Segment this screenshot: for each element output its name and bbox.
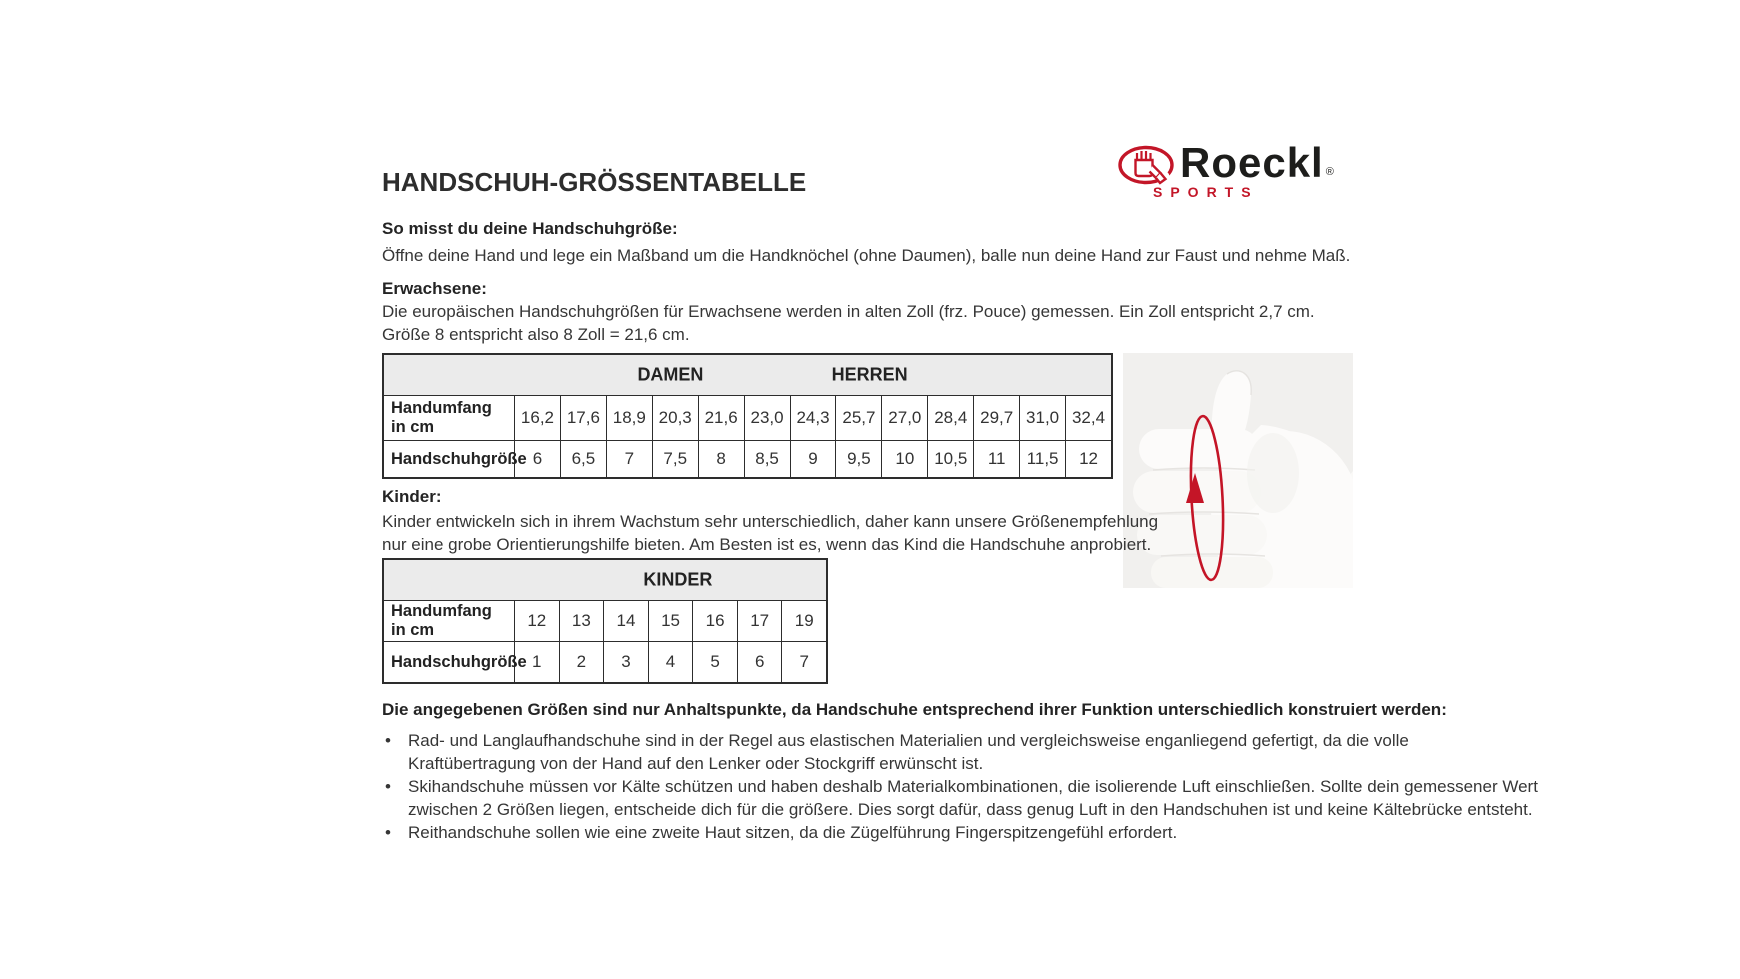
label-line: Handumfang xyxy=(391,399,492,417)
adult-table-group-header xyxy=(384,355,1111,396)
children-size-table xyxy=(382,558,828,684)
text-line: Größe 8 entspricht also 8 Zoll = 21,6 cm. xyxy=(382,325,690,344)
size-value: 6 xyxy=(738,642,783,682)
section-heading-children: Kinder: xyxy=(382,487,442,506)
section-heading-measure: So misst du deine Handschuhgröße: xyxy=(382,219,678,238)
text-line: • Reithandschuhe sollen wie eine zweite Haut sitzen, da die Zügelführung Fingerspitzengefühl erfordert. xyxy=(408,823,1178,842)
circumference-value: 16,2 xyxy=(515,396,561,440)
children-circumference-row xyxy=(384,601,826,642)
size-value: 7,5 xyxy=(653,441,699,477)
group-header-herren: HERREN xyxy=(831,364,908,385)
circumference-value: 19 xyxy=(794,611,814,630)
children-size-row xyxy=(384,642,826,682)
adult-circumference-cells xyxy=(515,396,1111,440)
group-header-kinder: KINDER xyxy=(643,569,713,590)
size-value: 7 xyxy=(799,652,809,671)
size-value: 11 xyxy=(974,441,1020,477)
section-text-adults xyxy=(382,300,1315,346)
size-value: 10 xyxy=(882,441,928,477)
note-bullet xyxy=(382,775,1538,821)
registered-mark: ® xyxy=(1325,166,1335,178)
text-line: Kinder entwickeln sich in ihrem Wachstum sehr unterschiedlich, daher kann unsere Größenempfehlung xyxy=(382,512,1159,531)
row-label-circumference xyxy=(384,396,515,440)
circumference-value: 12 xyxy=(515,601,560,641)
note-bullet xyxy=(382,821,1538,844)
section-text-measure xyxy=(382,244,1350,267)
label-line: Handumfang xyxy=(391,602,492,620)
circumference-value: 31,0 xyxy=(1020,396,1066,440)
text-line: • Skihandschuhe müssen vor Kälte schützen und haben deshalb Materialkombinationen, die isolierende Luft einschließen. Sollte dein gemessener Wert xyxy=(408,777,1538,796)
row-label-circumference xyxy=(384,601,515,641)
text-line: Kraftübertragung von der Hand auf den Lenker oder Stockgriff erwünscht ist. xyxy=(408,754,984,773)
size-value: 11,5 xyxy=(1020,441,1066,477)
notes-bullet-list xyxy=(382,729,1538,844)
note-bullet xyxy=(382,729,1538,775)
circumference-value: 28,4 xyxy=(928,396,974,440)
circumference-value: 13 xyxy=(560,601,605,641)
size-value: 1 xyxy=(515,642,560,682)
adult-size-row xyxy=(384,441,1111,477)
circumference-value: 20,3 xyxy=(653,396,699,440)
children-circumference-cells xyxy=(515,601,826,641)
adult-size-table xyxy=(382,353,1113,479)
circumference-value: 17 xyxy=(738,601,783,641)
adult-circumference-row xyxy=(384,396,1111,441)
size-value: 8 xyxy=(699,441,745,477)
adult-size-cells xyxy=(515,441,1111,477)
size-value: 3 xyxy=(604,642,649,682)
logo-brand: Roeckl xyxy=(1180,139,1324,186)
circumference-value: 32,4 xyxy=(1071,408,1106,427)
label-line: in cm xyxy=(391,621,435,639)
group-header-damen: DAMEN xyxy=(637,364,704,385)
circumference-value: 18,9 xyxy=(607,396,653,440)
circumference-value: 14 xyxy=(604,601,649,641)
size-value: 10,5 xyxy=(928,441,974,477)
circumference-value: 27,0 xyxy=(882,396,928,440)
row-label-size: Handschuhgröße xyxy=(384,441,515,477)
circumference-value: 23,0 xyxy=(745,396,791,440)
size-value: 6,5 xyxy=(561,441,607,477)
section-text-children xyxy=(382,510,1158,556)
size-value: 9 xyxy=(791,441,837,477)
circumference-value: 24,3 xyxy=(791,396,837,440)
logo-brand-text xyxy=(1180,139,1335,186)
size-value: 12 xyxy=(1079,449,1098,468)
circumference-value: 25,7 xyxy=(836,396,882,440)
page-title: HANDSCHUH-GRÖSSENTABELLE xyxy=(382,167,807,197)
text-line: Die europäischen Handschuhgrößen für Erwachsene werden in alten Zoll (frz. Pouce) gemessen. Ein Zoll entspricht 2,7 cm. xyxy=(382,302,1315,321)
size-value: 6 xyxy=(515,441,561,477)
text-line: Öffne deine Hand und lege ein Maßband um die Handknöchel (ohne Daumen), balle nun deine Hand zur Faust und nehme Maß. xyxy=(382,246,1351,265)
logo-subbrand-text: SPORTS xyxy=(1153,184,1259,200)
section-heading-adults: Erwachsene: xyxy=(382,279,487,298)
size-value: 9,5 xyxy=(836,441,882,477)
text-line: nur eine grobe Orientierungshilfe bieten. Am Besten ist es, wenn das Kind die Handschuhe anprobiert. xyxy=(382,535,1152,554)
size-value: 7 xyxy=(607,441,653,477)
row-label-size: Handschuhgröße xyxy=(384,642,515,682)
circumference-value: 29,7 xyxy=(974,396,1020,440)
circumference-value: 16 xyxy=(693,601,738,641)
text-line: • Rad- und Langlaufhandschuhe sind in der Regel aus elastischen Materialien und vergleichsweise enganliegend gefertigt, da die volle xyxy=(408,731,1409,750)
size-value: 8,5 xyxy=(745,441,791,477)
label-line: in cm xyxy=(391,418,435,436)
children-table-group-header xyxy=(384,560,826,601)
size-value: 4 xyxy=(649,642,694,682)
circumference-value: 15 xyxy=(649,601,694,641)
children-size-cells xyxy=(515,642,826,682)
section-heading-notes: Die angegebenen Größen sind nur Anhaltspunkte, da Handschuhe entsprechend ihrer Funktion unterschiedlich konstruiert werden: xyxy=(382,700,1447,719)
text-line: zwischen 2 Größen liegen, entscheide dich für die größere. Dies sorgt dafür, dass genug Luft in den Handschuhen ist und keine Kältebrücke entsteht. xyxy=(408,800,1533,819)
circumference-value: 21,6 xyxy=(699,396,745,440)
size-value: 5 xyxy=(693,642,738,682)
roeckl-logo xyxy=(1118,136,1368,206)
size-value: 2 xyxy=(560,642,605,682)
circumference-value: 17,6 xyxy=(561,396,607,440)
